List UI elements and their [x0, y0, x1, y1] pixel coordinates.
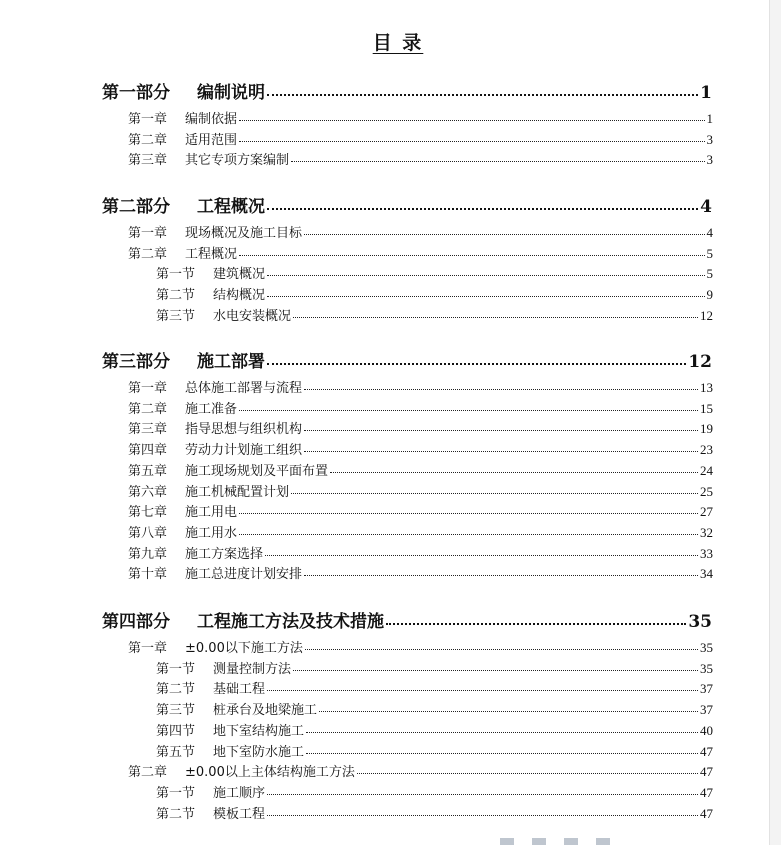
dot-leader — [357, 773, 698, 774]
toc-sect-row[interactable] — [156, 720, 713, 739]
toc-entry-label: 编制依据 — [185, 112, 238, 127]
toc-entry-number: 第一章 — [128, 381, 168, 396]
toc-entry-number: 第二章 — [128, 401, 168, 417]
toc-entry-label: 现场概况及施工目标 — [185, 226, 303, 241]
toc-entry-number: 第一部分 — [102, 83, 170, 103]
toc-entry-label: 基础工程 — [213, 682, 266, 698]
dot-leader — [267, 690, 698, 691]
toc-entry-label: 施工准备 — [185, 401, 238, 417]
toc-entry-number: 第二部分 — [102, 197, 170, 217]
toc-chap-row[interactable] — [128, 418, 713, 437]
toc-page-number: 15 — [700, 400, 713, 416]
dot-leader — [304, 575, 698, 576]
dot-leader — [291, 493, 698, 494]
toc-chap-row[interactable] — [128, 129, 713, 148]
toc-chap-row[interactable] — [128, 222, 713, 241]
toc-entry-number: 第二章 — [128, 246, 168, 262]
toc-chap-row[interactable] — [128, 563, 713, 582]
toc-entry-number: 第二章 — [128, 765, 168, 781]
dot-leader — [239, 513, 698, 514]
toc-page-number: 12 — [688, 352, 712, 372]
dot-leader — [386, 623, 686, 625]
toc-entry-label: 编制说明 — [197, 83, 265, 103]
dot-leader — [304, 451, 698, 452]
toc-entry-number: 第一节 — [156, 267, 196, 283]
toc-entry-number: 第二节 — [156, 806, 196, 822]
dot-leader — [267, 815, 698, 816]
toc-page-number: 47 — [700, 805, 713, 821]
dot-leader — [291, 161, 704, 162]
toc-chap-row[interactable] — [128, 637, 713, 656]
toc-title: 目 录 — [372, 32, 424, 54]
toolbar-button[interactable] — [500, 838, 514, 845]
toc-entry-number: 第十章 — [128, 567, 168, 583]
dot-leader — [267, 208, 698, 210]
toc-sect-row[interactable] — [156, 658, 713, 677]
dot-leader — [293, 670, 698, 671]
toc-entry-number: 第一章 — [128, 641, 168, 656]
toc-entry-number: 第三节 — [156, 703, 196, 719]
toc-entry-label: 施工用水 — [185, 525, 238, 541]
toc-entry-number: 第三部分 — [102, 352, 170, 372]
dot-leader — [330, 472, 698, 473]
toolbar-button[interactable] — [532, 838, 546, 845]
toc-entry-number: 第七章 — [128, 505, 168, 521]
toc-entry-number: 第一章 — [128, 226, 168, 241]
toc-entry-number: 第一节 — [156, 661, 196, 677]
dot-leader — [267, 296, 704, 297]
toc-sect-row[interactable] — [156, 263, 713, 282]
bottom-toolbar — [500, 838, 710, 845]
dot-leader — [306, 732, 698, 733]
toc-sect-row[interactable] — [156, 741, 713, 760]
toc-page-number: 4 — [706, 225, 713, 240]
toc-chap-row[interactable] — [128, 460, 713, 479]
toc-page-number: 35 — [700, 640, 713, 655]
toc-entry-number: 第一节 — [156, 785, 196, 801]
dot-leader — [319, 711, 698, 712]
dot-leader — [239, 534, 698, 535]
toc-entry-label: 地下室防水施工 — [213, 744, 305, 760]
toc-entry-label: 结构概况 — [213, 288, 266, 304]
toc-entry-label: 建筑概况 — [213, 267, 266, 283]
dot-leader — [267, 794, 698, 795]
toc-entry-number: 第五章 — [128, 463, 168, 479]
toc-chap-row[interactable] — [128, 501, 713, 520]
toc-sect-row[interactable] — [156, 803, 713, 822]
toc-entry-label: 桩承台及地梁施工 — [213, 703, 318, 719]
dot-leader — [267, 94, 698, 96]
toc-page-number: 12 — [700, 307, 713, 323]
toc-sect-row[interactable] — [156, 305, 713, 324]
toc-page-number: 47 — [700, 764, 713, 780]
toc-page-number: 19 — [700, 421, 713, 437]
toc-page-number: 4 — [700, 197, 712, 217]
toc-chap-row[interactable] — [128, 377, 713, 396]
toc-entry-label: 劳动力计划施工组织 — [185, 443, 303, 459]
dot-leader — [304, 430, 698, 431]
toc-chap-row[interactable] — [128, 439, 713, 458]
toc-page-number: 24 — [700, 462, 713, 478]
toc-entry-label: 适用范围 — [185, 132, 238, 148]
toc-entry-label: 指导思想与组织机构 — [185, 422, 303, 438]
toc-entry-label: 其它专项方案编制 — [185, 153, 290, 169]
toc-entry-label: 施工方案选择 — [185, 546, 264, 562]
toc-entry-label: 地下室结构施工 — [213, 723, 305, 739]
toc-chap-row[interactable] — [128, 761, 713, 780]
toc-page-number: 35 — [700, 660, 713, 676]
toc-sect-row[interactable] — [156, 284, 713, 303]
dot-leader — [304, 389, 698, 390]
toc-entry-number: 第一章 — [128, 112, 168, 127]
toc-page-number: 37 — [700, 702, 713, 718]
toc-entry-number: 第四节 — [156, 723, 196, 739]
toc-chap-row[interactable] — [128, 522, 713, 541]
toc-entry-label: 工程概况 — [197, 197, 265, 217]
dot-leader — [305, 649, 698, 650]
toc-chap-row[interactable] — [128, 543, 713, 562]
toc-page-number: 35 — [688, 612, 712, 632]
toc-entry-label: 施工顺序 — [213, 785, 266, 801]
toolbar-button[interactable] — [564, 838, 578, 845]
toc-entry-label: ±0.00以下施工方法 — [185, 641, 303, 656]
toc-page-number: 3 — [706, 131, 713, 147]
toc-entry-number: 第八章 — [128, 525, 168, 541]
dot-leader — [293, 317, 698, 318]
toc-page-number: 1 — [706, 111, 713, 126]
toc-chap-row[interactable] — [128, 108, 713, 127]
toc-page-number: 9 — [706, 287, 713, 303]
toc-chap-row[interactable] — [128, 398, 713, 417]
toc-page-number: 25 — [700, 483, 713, 499]
toc-entry-label: 施工部署 — [197, 352, 265, 372]
dot-leader — [239, 410, 698, 411]
toc-part-row[interactable] — [102, 607, 712, 632]
toc-entry-number: 第二节 — [156, 682, 196, 698]
toc-entry-number: 第三节 — [156, 308, 196, 324]
toc-entry-label: 施工机械配置计划 — [185, 484, 290, 500]
toc-sect-row[interactable] — [156, 782, 713, 801]
toc-entry-label: 测量控制方法 — [213, 661, 292, 677]
toc-page-number: 5 — [706, 245, 713, 261]
toc-entry-label: 工程概况 — [185, 246, 238, 262]
toc-chap-row[interactable] — [128, 243, 713, 262]
toc-entry-label: 施工总进度计划安排 — [185, 567, 303, 583]
toc-entry-number: 第三章 — [128, 153, 168, 169]
toc-entry-label: 工程施工方法及技术措施 — [197, 612, 384, 632]
toc-page-number: 27 — [700, 504, 713, 520]
toc-part-row[interactable] — [102, 192, 712, 217]
toc-entry-label: 水电安装概况 — [213, 308, 292, 324]
dot-leader — [267, 275, 704, 276]
toc-page-number: 1 — [700, 83, 712, 103]
toc-page-number: 5 — [706, 266, 713, 282]
toc-entry-number: 第四章 — [128, 443, 168, 459]
dot-leader — [265, 555, 698, 556]
dot-leader — [239, 141, 704, 142]
toc-sect-row[interactable] — [156, 678, 713, 697]
toc-chap-row[interactable] — [128, 481, 713, 500]
toc-page-number: 47 — [700, 784, 713, 800]
toc-entry-number: 第二节 — [156, 288, 196, 304]
toc-entry-number: 第二章 — [128, 132, 168, 148]
toc-page-number: 37 — [700, 681, 713, 697]
toc-page-number: 3 — [706, 152, 713, 168]
toc-entry-number: 第六章 — [128, 484, 168, 500]
toolbar-button[interactable] — [596, 838, 610, 845]
toc-entry-number: 第四部分 — [102, 612, 170, 632]
toc-page-number: 47 — [700, 743, 713, 759]
toc-entry-number: 第九章 — [128, 546, 168, 562]
toc-sect-row[interactable] — [156, 699, 713, 718]
toc-page-number: 40 — [700, 722, 713, 738]
toc-page-number: 34 — [700, 566, 713, 582]
toc-part-row[interactable] — [102, 78, 712, 103]
dot-leader — [239, 120, 704, 121]
toc-page-number: 13 — [700, 380, 713, 395]
dot-leader — [239, 255, 704, 256]
dot-leader — [306, 753, 698, 754]
toc-entry-label: 施工现场规划及平面布置 — [185, 463, 329, 479]
scrollbar[interactable] — [769, 0, 781, 845]
toc-entry-label: 模板工程 — [213, 806, 266, 822]
toc-entry-label: ±0.00以上主体结构施工方法 — [185, 765, 355, 781]
dot-leader — [304, 234, 704, 235]
toc-entry-number: 第五节 — [156, 744, 196, 760]
toc-entry-label: 总体施工部署与流程 — [185, 381, 303, 396]
toc-part-row[interactable] — [102, 347, 712, 372]
toc-chap-row[interactable] — [128, 149, 713, 168]
toc-entry-number: 第三章 — [128, 422, 168, 438]
toc-page-number: 32 — [700, 524, 713, 540]
toc-page-number: 33 — [700, 545, 713, 561]
toc-page-number: 23 — [700, 442, 713, 458]
dot-leader — [267, 363, 686, 365]
toc-entry-label: 施工用电 — [185, 505, 238, 521]
